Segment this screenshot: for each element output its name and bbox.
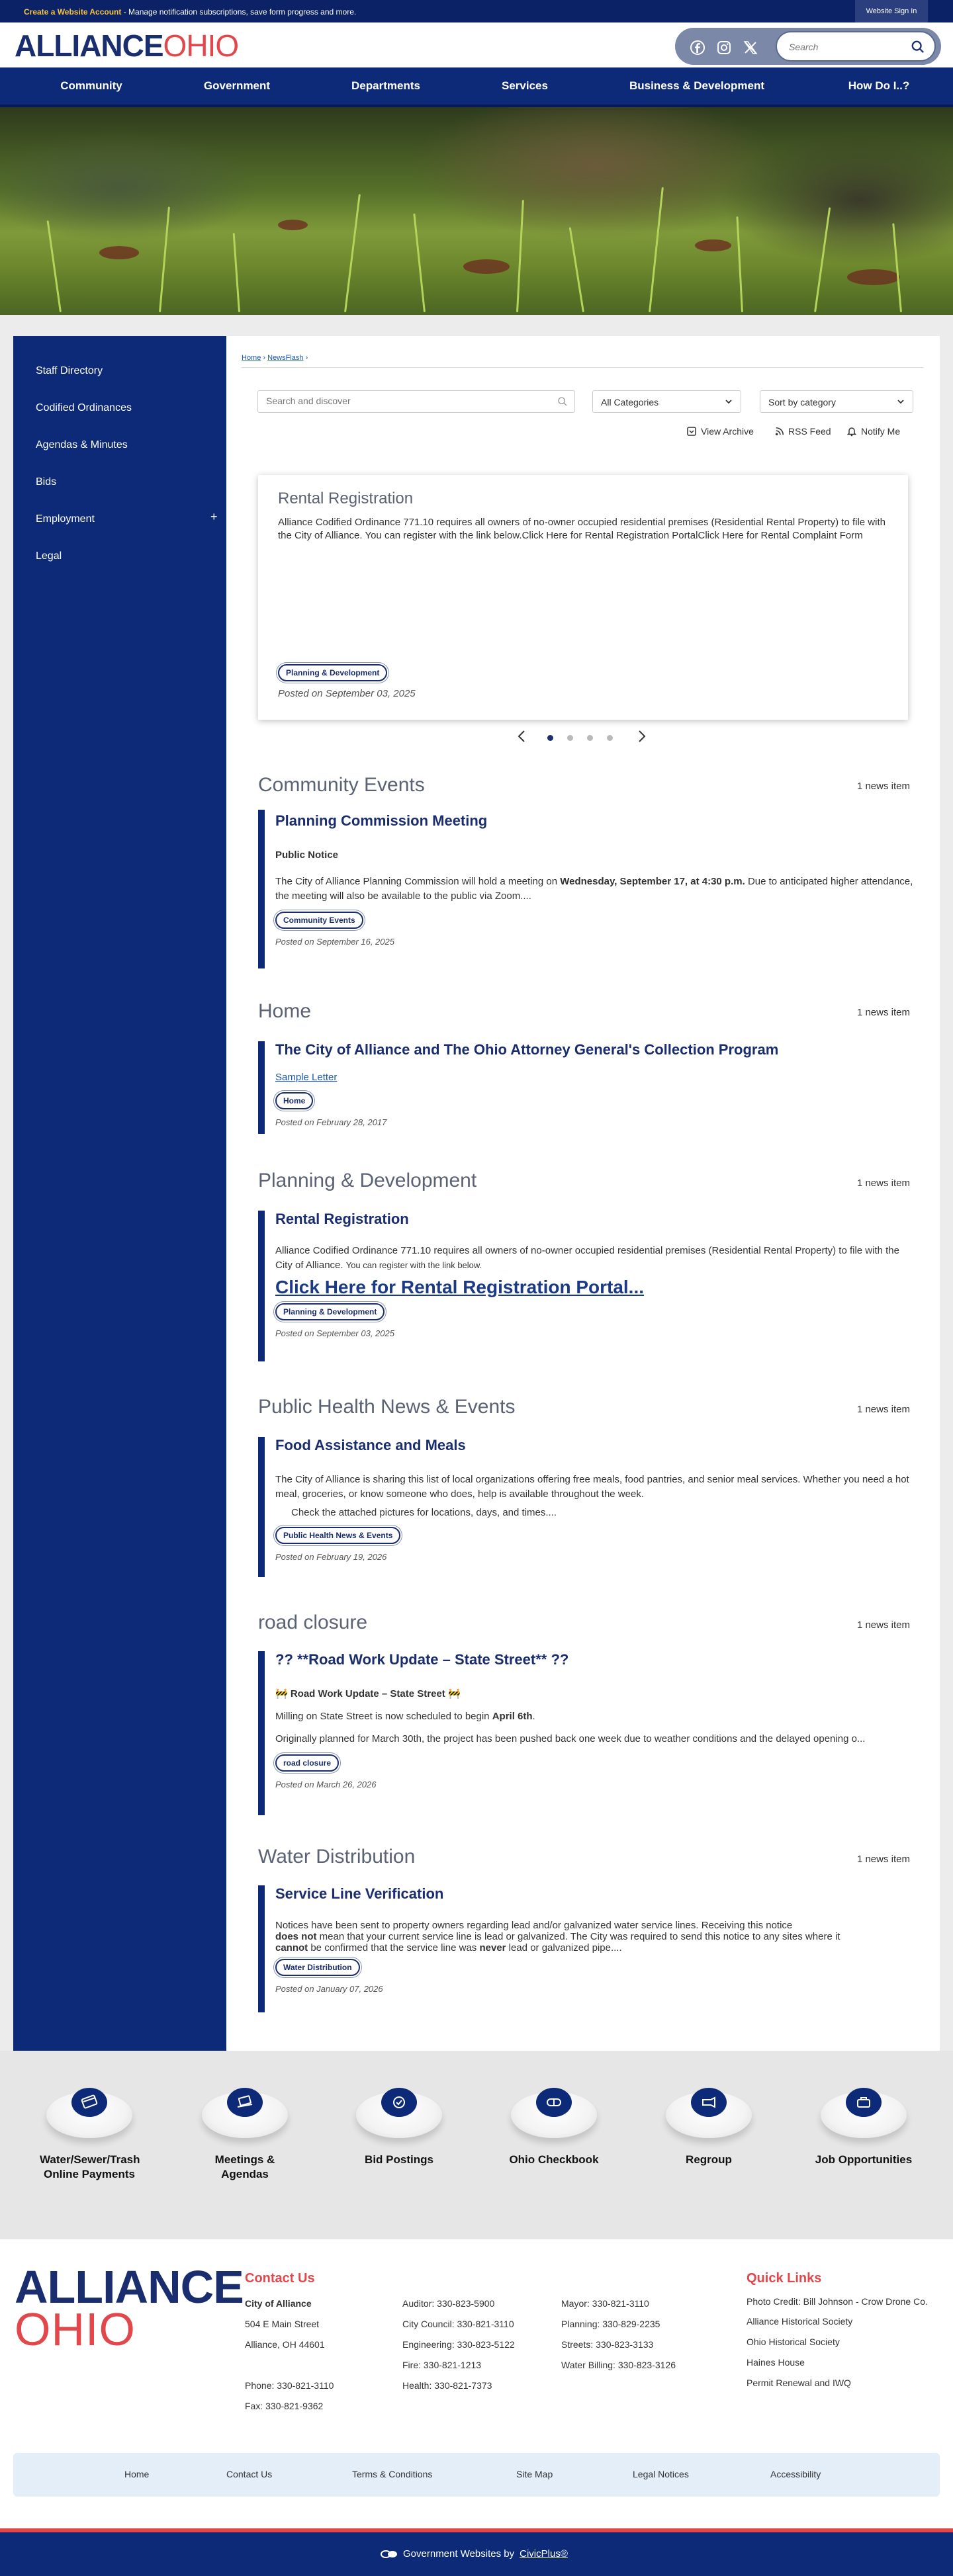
nav-government[interactable]: Government [172,67,285,105]
search-icon[interactable] [557,396,568,407]
facebook-icon[interactable] [690,40,705,56]
chevron-right-icon[interactable] [635,728,648,744]
contact-address-2: Alliance, OH 44601 [245,2339,325,2350]
notify-me-label: Notify Me [861,426,901,437]
contact-line: Fire: 330-821-1213 [402,2360,482,2370]
expand-plus-icon[interactable]: + [210,510,218,523]
footer-link-bar [13,2453,940,2497]
notify-me-link[interactable] [846,426,900,437]
instagram-icon[interactable] [716,40,732,56]
nav-how-do-i[interactable]: How Do I..? [814,67,927,105]
news-item-text [275,1920,913,1953]
news-search-input[interactable] [266,396,544,406]
footer-logo-ohio: OHIO [15,2303,136,2355]
nav-departments[interactable]: Departments [321,67,433,105]
sidebar-nav [13,336,226,2051]
news-item-text-c: . [532,1711,535,1722]
footer-nav-legal-notices[interactable]: Legal Notices [633,2469,689,2479]
news-item-title[interactable]: Food Assistance and Meals [275,1437,466,1453]
hero-banner-image [0,107,953,315]
featured-date: Posted on September 03, 2025 [278,688,416,699]
news-item-text-bold: Wednesday, September 17, at 4:30 p.m. [560,876,745,887]
news-item-text [275,875,913,904]
sidebar-item-legal[interactable]: Legal [36,550,62,562]
carousel-dot[interactable] [587,735,593,741]
news-item [258,1211,913,1361]
powered-by-bar [0,2532,953,2576]
search-input[interactable] [789,39,908,55]
section-heading-home[interactable]: Home [258,1000,312,1022]
news-item-text-1: Notices have been sent to property owners regarding lead and/or galvanized water service lines. Receiving this notice [275,1920,793,1931]
quicklink-bid-postings[interactable] [349,2092,449,2167]
footer-link-historical-society[interactable]: Alliance Historical Society [747,2316,853,2327]
footer-nav-site-map[interactable]: Site Map [516,2469,553,2479]
news-item-text-b: You can register with the link below. [345,1260,482,1270]
chevron-down-icon [725,398,733,406]
quicklink-label: Meetings & Agendas [214,2153,275,2180]
account-message-text: - Manage notification subscriptions, save form progress and more. [121,7,357,17]
footer-logo[interactable] [15,2261,244,2355]
chevron-down-icon [897,398,905,406]
top-bar [0,0,953,22]
news-item [258,810,913,968]
main-nav [0,67,953,107]
news-item-text-a: Alliance Codified Ordinance 771.10 requires all owners of no-owner occupied residential premises (Residential Rental Property) to file with the City of Alliance. [275,1245,899,1271]
news-item-text [275,1244,913,1273]
section-heading-water-distribution[interactable]: Water Distribution [258,1846,416,1868]
sidebar-item-bids[interactable]: Bids [36,476,57,488]
powered-by-text: Government Websites by [403,2548,515,2559]
quicklink-label: Job Opportunities [815,2153,913,2166]
section-count: 1 news item [856,1854,910,1865]
sign-in-button[interactable]: Website Sign In [855,0,928,22]
news-item-subhead: 🚧 Road Work Update – State Street 🚧 [275,1688,461,1699]
quicklink-label: Bid Postings [365,2153,433,2166]
account-message[interactable] [24,7,356,17]
news-item-title[interactable]: The City of Alliance and The Ohio Attorney General's Collection Program [275,1041,779,1058]
section-count: 1 news item [856,1404,910,1415]
news-item-text-c: Due to anticipated higher attendance, the meeting will also be available to the public via Zoom.... [275,876,913,902]
news-item-text-bold-3: never [479,1942,506,1953]
quicklink-ohio-checkbook[interactable] [504,2092,604,2167]
news-item [258,1885,913,2012]
sidebar-item-staff-directory[interactable]: Staff Directory [36,365,103,376]
news-item-tag[interactable]: Water Distribution [275,1959,360,1976]
news-item-text-4: lead or galvanized pipe.... [506,1942,622,1953]
contact-line: City Council: 330-821-3110 [402,2319,514,2329]
laptop-icon [235,2094,255,2110]
contact-line: Planning: 330-829-2235 [561,2319,660,2329]
quicklink-meetings-agendas[interactable] [195,2092,295,2182]
news-item-text-bold-2: cannot [275,1942,308,1953]
footer-nav-accessibility[interactable]: Accessibility [770,2469,821,2479]
logo-ohio: OHIO [163,28,239,63]
footer-nav-terms[interactable]: Terms & Conditions [352,2469,433,2479]
site-search [776,31,936,62]
contact-heading: Contact Us [245,2271,315,2286]
news-item-text: The City of Alliance is sharing this list of local organizations offering free meals, food pantries, and senior meal services. Whether you need a hot meal, groceries, or know someone who does, help is available throughout the week. [275,1474,909,1500]
contact-departments-2 [561,2294,676,2376]
news-item-text-bold: April 6th [492,1711,533,1722]
nav-business-development[interactable]: Business & Development [596,67,781,105]
site-header [0,22,953,67]
checkbook-icon [544,2094,564,2110]
search-icon[interactable] [911,40,925,54]
news-item-tag[interactable]: Home [275,1092,313,1109]
section-heading-planning-development[interactable]: Planning & Development [258,1170,477,1191]
news-item-date: Posted on February 28, 2017 [275,1117,387,1127]
section-heading-community-events[interactable]: Community Events [258,774,425,796]
contact-fax: Fax: 330-821-9362 [245,2401,324,2411]
sample-letter-link[interactable]: Sample Letter [275,1072,338,1083]
section-count: 1 news item [856,781,910,792]
news-item [258,1437,913,1577]
news-item-text-2: Originally planned for March 30th, the project has been pushed back one week due to weather conditions and the delayed opening o... [275,1733,866,1744]
nav-community[interactable]: Community [26,67,139,105]
sort-select[interactable] [760,390,913,413]
site-logo[interactable] [15,30,238,61]
contact-city: City of Alliance [245,2298,312,2309]
news-item-title[interactable]: Rental Registration [275,1211,409,1227]
quick-links-heading: Quick Links [747,2271,822,2286]
sidebar-item-agendas-minutes[interactable]: Agendas & Minutes [36,439,128,451]
contact-line: Auditor: 330-823-5900 [402,2298,495,2309]
view-archive-label: View Archive [701,426,754,437]
quicklink-label: Water/Sewer/Trash Online Payments [40,2153,140,2180]
category-select[interactable] [592,390,741,413]
section-count: 1 news item [856,1619,910,1631]
news-item-text-2: Check the attached pictures for locations, days, and times.... [291,1507,557,1518]
sidebar-item-codified-ordinances[interactable]: Codified Ordinances [36,402,132,413]
carousel-dot[interactable] [547,735,553,741]
breadcrumb: Home › NewsFlash › [242,354,308,362]
featured-title[interactable]: Rental Registration [278,490,414,507]
carousel-dot[interactable] [607,735,613,741]
quicklink-label: Regroup [686,2153,732,2166]
carousel-dot[interactable] [567,735,573,741]
breadcrumb-home[interactable]: Home [242,354,261,362]
news-item-subhead: Public Notice [275,849,339,861]
quicklink-job-opportunities[interactable] [814,2092,913,2167]
news-item-text-3: be confirmed that the service line was [308,1942,480,1953]
gavel-icon [389,2094,409,2110]
quicklink-water-payments[interactable] [40,2092,139,2182]
featured-body: Alliance Codified Ordinance 771.10 requires all owners of no-owner occupied residential premises (Residential Rental Property) to file with the City of Alliance. You can register with the link below.Click Here for Rental Registration PortalClick Here for Rental Complaint Form [278,517,885,541]
footer-link-ohio-historical[interactable]: Ohio Historical Society [747,2337,840,2347]
quicklink-label: Ohio Checkbook [509,2153,599,2166]
news-item-tag[interactable]: road closure [275,1754,339,1772]
news-item-text-2: mean that your current service line is lead or galvanized. The City was required to send this notice to any sites where it [316,1931,840,1942]
featured-tag[interactable]: Planning & Development [278,664,387,681]
breadcrumb-newsflash[interactable]: NewsFlash [267,354,304,362]
nav-services[interactable]: Services [460,67,572,105]
footer-logo-alliance: ALLIANCE [15,2261,244,2313]
news-item-tag[interactable]: Planning & Development [275,1303,385,1320]
footer-quick-links [747,2295,945,2389]
section-count: 1 news item [856,1007,910,1018]
news-item-text [275,1709,913,1724]
news-item-tag[interactable]: Public Health News & Events [275,1527,400,1544]
view-archive-link[interactable] [686,426,754,437]
contact-address [245,2294,334,2417]
quicklink-regroup[interactable] [659,2092,758,2167]
bell-icon [846,426,857,437]
briefcase-icon [854,2094,874,2110]
contact-phone: Phone: 330-821-3110 [245,2380,334,2391]
civicplus-logo-icon [381,2550,398,2559]
section-count: 1 news item [856,1178,910,1189]
news-item-date: Posted on January 07, 2026 [275,1984,383,1994]
news-item-title[interactable]: Planning Commission Meeting [275,812,488,829]
footer-link-permit-renewal[interactable]: Permit Renewal and IWQ [747,2378,851,2388]
news-item-text-bold-1: does not [275,1931,317,1942]
sidebar-item-employment[interactable]: Employment [36,513,95,525]
logo-alliance: ALLIANCE [15,28,163,63]
contact-address-1: 504 E Main Street [245,2319,320,2329]
news-item-tag[interactable]: Community Events [275,912,363,929]
footer-link-haines-house[interactable]: Haines House [747,2357,805,2368]
chevron-left-icon[interactable] [516,728,529,744]
rental-portal-link[interactable]: Click Here for Rental Registration Portal... [275,1277,645,1297]
featured-news-card[interactable] [258,475,908,720]
news-item-date: Posted on February 19, 2026 [275,1552,387,1562]
sort-select-value: Sort by category [768,397,836,408]
footer-nav-home[interactable]: Home [124,2469,150,2479]
quick-links-band [0,2051,953,2239]
rss-feed-link[interactable] [775,426,831,437]
footer-nav-contact[interactable]: Contact Us [226,2469,273,2479]
news-item-date: Posted on September 16, 2025 [275,937,394,947]
breadcrumb-divider [242,367,923,368]
contact-departments-1 [402,2294,515,2396]
news-search-box [257,390,575,413]
header-tools [675,28,941,65]
archive-icon [686,426,697,437]
contact-line: Mayor: 330-821-3110 [561,2298,649,2309]
contact-line: Streets: 330-823-3133 [561,2339,654,2350]
contact-line: Health: 330-821-7373 [402,2380,492,2391]
megaphone-icon [699,2094,719,2110]
news-item [258,1651,913,1815]
footer-link-photo-credit[interactable]: Photo Credit: Bill Johnson - Crow Drone Co. [747,2296,928,2307]
create-account-link[interactable]: Create a Website Account [24,7,122,17]
contact-line: Water Billing: 330-823-3126 [561,2360,676,2370]
news-item [258,1041,913,1134]
x-icon[interactable] [743,40,758,56]
section-heading-public-health[interactable]: Public Health News & Events [258,1396,516,1418]
section-heading-road-closure[interactable]: road closure [258,1611,368,1633]
news-item-date: Posted on March 26, 2026 [275,1780,377,1789]
powered-by [381,2548,568,2559]
category-select-value: All Categories [601,397,659,408]
news-item-title[interactable]: ?? **Road Work Update – State Street** ?? [275,1651,569,1668]
rss-icon [775,427,784,436]
carousel-controls [516,727,655,747]
contact-line: Engineering: 330-823-5122 [402,2339,515,2350]
rss-feed-label: RSS Feed [788,426,831,437]
news-item-text-a: The City of Alliance Planning Commission will hold a meeting on [275,876,561,887]
news-item-date: Posted on September 03, 2025 [275,1328,394,1338]
civicplus-link[interactable]: CivicPlus® [520,2548,568,2559]
news-item-text-a: Milling on State Street is now scheduled to begin [275,1711,492,1722]
news-item-title[interactable]: Service Line Verification [275,1885,444,1902]
credit-card-icon [79,2094,99,2110]
